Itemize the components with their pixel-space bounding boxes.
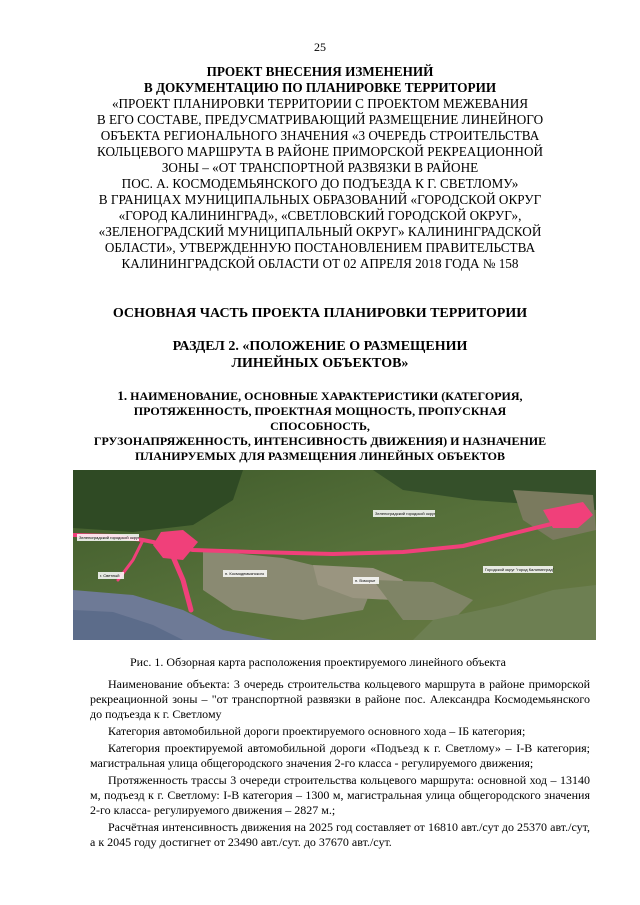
- section-heading: [60, 338, 580, 372]
- title-line: ПОС. А. КОСМОДЕМЬЯНСКОГО ДО ПОДЪЕЗДА К Г. СВЕТЛОМУ»: [121, 176, 519, 191]
- section-heading-line: РАЗДЕЛ 2. «ПОЛОЖЕНИЕ О РАЗМЕЩЕНИИ: [172, 339, 468, 354]
- title-line: В ГРАНИЦАХ МУНИЦИПАЛЬНЫХ ОБРАЗОВАНИЙ «ГОРОДСКОЙ ОКРУГ: [98, 192, 542, 207]
- item-heading-line: ПЛАНИРУЕМЫХ ДЛЯ РАЗМЕЩЕНИЯ ЛИНЕЙНЫХ ОБЪЕКТОВ: [134, 449, 506, 463]
- map-label-kosmodemyansk: п. Космодемьянского: [225, 571, 265, 576]
- title-line: В ДОКУМЕНТАЦИЮ ПО ПЛАНИРОВКЕ ТЕРРИТОРИИ: [143, 80, 497, 95]
- main-heading: ОСНОВНАЯ ЧАСТЬ ПРОЕКТА ПЛАНИРОВКИ ТЕРРИТОРИИ: [112, 306, 528, 321]
- map-label-zelenograd: Зеленоградский городской округ: [79, 535, 140, 540]
- item-heading: [88, 388, 552, 464]
- paragraph: Расчётная интенсивность движения на 2025 год составляет от 16810 авт./сут до 25370 авт./сут, а к 2045 году достигнет от 23490 авт./сут. до 37670 авт./сут.: [90, 820, 590, 849]
- title-line: КАЛИНИНГРАДСКОЙ ОБЛАСТИ ОТ 02 АПРЕЛЯ 2018 ГОДА № 158: [121, 256, 519, 271]
- paragraph: Категория автомобильной дороги проектируемого основного хода – IБ категория;: [108, 724, 526, 738]
- title-line: ОБЪЕКТА РЕГИОНАЛЬНОГО ЗНАЧЕНИЯ «3 ОЧЕРЕДЬ СТРОИТЕЛЬСТВА: [100, 128, 540, 143]
- title-line: «ЗЕЛЕНОГРАДСКИЙ МУНИЦИПАЛЬНЫЙ ОКРУГ» КАЛИНИНГРАДСКОЙ: [98, 224, 542, 239]
- item-heading-text: НАИМЕНОВАНИЕ, ОСНОВНЫЕ ХАРАКТЕРИСТИКИ (КАТЕГОРИЯ,: [130, 389, 523, 403]
- figure-caption: Рис. 1. Обзорная карта расположения проектируемого линейного объекта: [130, 655, 506, 669]
- map-label-kaliningrad: Городской округ "город Калининград": [485, 567, 555, 572]
- title-line: ПРОЕКТ ВНЕСЕНИЯ ИЗМЕНЕНИЙ: [206, 64, 434, 79]
- title-line: КОЛЬЦЕВОГО МАРШРУТА В РАЙОНЕ ПРИМОРСКОЙ РЕКРЕАЦИОННОЙ: [97, 144, 543, 159]
- item-number: 1.: [117, 388, 128, 403]
- title-line: В ЕГО СОСТАВЕ, ПРЕДУСМАТРИВАЮЩИЙ РАЗМЕЩЕНИЕ ЛИНЕЙНОГО: [96, 112, 544, 127]
- item-heading-line: [88, 388, 552, 404]
- title-line: «ПРОЕКТ ПЛАНИРОВКИ ТЕРРИТОРИИ С ПРОЕКТОМ МЕЖЕВАНИЯ: [111, 96, 529, 111]
- body-text: [90, 677, 590, 852]
- map-label-zelenograd-2: Зеленоградский городской округ: [375, 511, 436, 516]
- paragraph: Категория проектируемой автомобильной дороги «Подъезд к г. Светлому» – I-В категория; магистральная улица общегородского значения 2-го класса - регулируемого движения;: [90, 741, 590, 770]
- paragraph: Протяженность трассы 3 очереди строительства кольцевого маршрута: основной ход – 13140 м, подъезд к г. Светлому: I-В категория – 1300 м, магистральная улица общегородского значения 2-го класса- регулируемого движения – 2827 м.;: [90, 773, 590, 817]
- paragraph: Наименование объекта: 3 очередь строительства кольцевого маршрута в районе приморской рекреационной зоны – "от транспортной развязки в районе пос. Александра Космодемьянского до подъезда к г. Светлому: [90, 677, 590, 721]
- title-line: ОБЛАСТИ», УТВЕРЖДЕННУЮ ПОСТАНОВЛЕНИЕМ ПРАВИТЕЛЬСТВА: [104, 240, 536, 255]
- map-label-vzmorye: п. Взморье: [355, 578, 376, 583]
- document-title: [60, 64, 580, 272]
- map-label-svetly: г. Светлый: [100, 573, 120, 578]
- title-line: «ГОРОД КАЛИНИНГРАД», «СВЕТЛОВСКИЙ ГОРОДСКОЙ ОКРУГ»,: [118, 208, 522, 223]
- overview-map: [73, 470, 596, 640]
- title-line: ЗОНЫ – «ОТ ТРАНСПОРТНОЙ РАЗВЯЗКИ В РАЙОНЕ: [161, 160, 479, 175]
- section-heading-line: ЛИНЕЙНЫХ ОБЪЕКТОВ»: [231, 356, 409, 371]
- item-heading-line: ПРОТЯЖЕННОСТЬ, ПРОЕКТНАЯ МОЩНОСТЬ, ПРОПУСКНАЯ СПОСОБНОСТЬ,: [133, 404, 507, 433]
- page-number: 25: [314, 40, 326, 54]
- item-heading-line: ГРУЗОНАПРЯЖЕННОСТЬ, ИНТЕНСИВНОСТЬ ДВИЖЕНИЯ) И НАЗНАЧЕНИЕ: [93, 434, 547, 448]
